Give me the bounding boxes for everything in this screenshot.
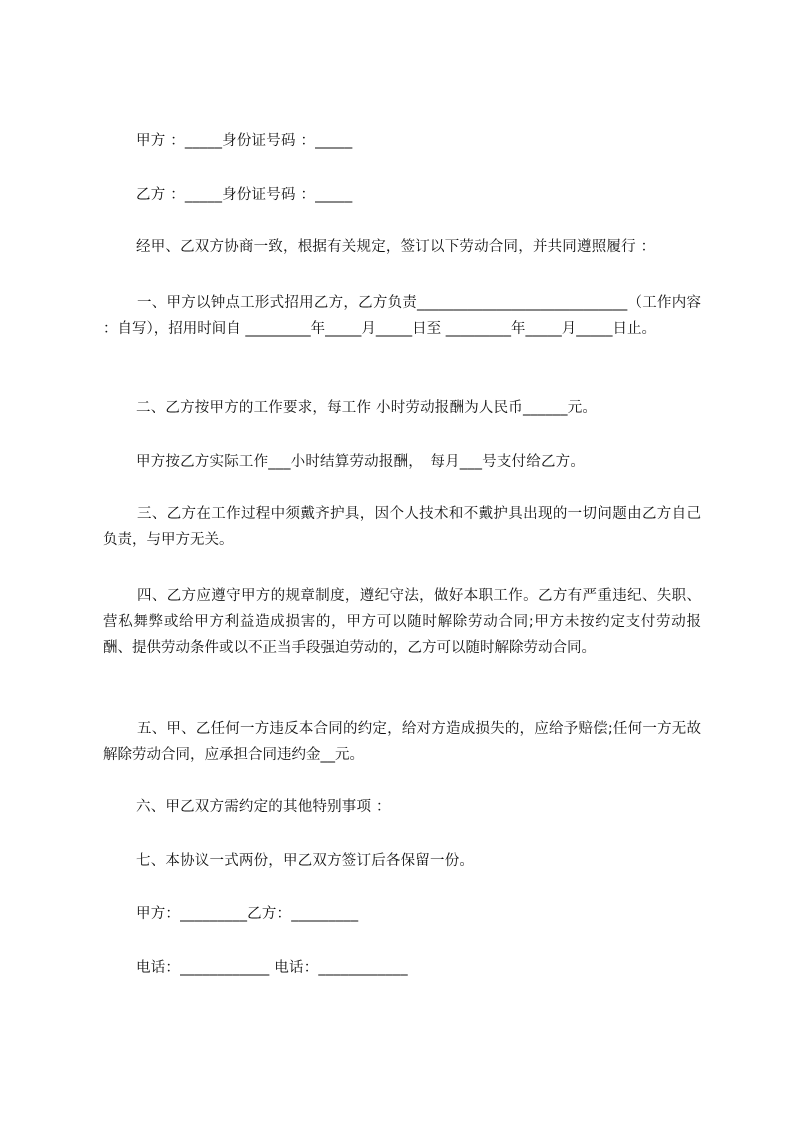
party-a-id-line: 甲方 ：_____身份证号码 ：_____ [136, 133, 353, 149]
clause-2: 二、乙方按甲方的工作要求，每工作 小时劳动报酬为人民币______元。 [136, 400, 598, 416]
clause-4: 四、乙方应遵守甲方的规章制度，遵纪守法，做好本职工作。乙方有严重违纪、失职、营私舞弊或给甲方利益造成损害的，甲方可以随时解除劳动合同;甲方未按约定支付劳动报酬、提供劳动条件或以不正当手段强迫劳动的，乙方可以随时解除劳动合同。 [103, 588, 701, 656]
clause-6: 六、甲乙双方需约定的其他特别事项 ： [136, 799, 391, 815]
phone-line: 电话：____________ 电话：____________ [136, 960, 408, 976]
clause-3: 三、乙方在工作过程中须戴齐护具，因个人技术和不戴护具出现的一切问题由乙方自己负责，与甲方无关。 [103, 506, 701, 548]
clause-7: 七、本协议一式两份，甲乙双方签订后各保留一份。 [136, 853, 475, 869]
clause-5: 五、甲、乙任何一方违反本合同的约定，给对方造成损失的，应给予赔偿;任何一方无故解除劳动合同，应承担合同违约金__元。 [103, 721, 701, 763]
clause-2-sub: 甲方按乙方实际工作___小时结算劳动报酬， 每月___号支付给乙方。 [136, 454, 586, 470]
clause-1: 一、甲方以钟点工形式招用乙方，乙方负责_____________________________（工作内容 ：自写），招用时间自 _________年_____月_____日至 _________年_____月_____日止。 [103, 295, 701, 337]
preamble: 经甲、乙双方协商一致，根据有关规定，签订以下劳动合同，并共同遵照履行 ： [136, 239, 656, 255]
signature-line: 甲方：_________乙方：_________ [136, 906, 359, 922]
party-b-id-line: 乙方 ：_____身份证号码 ：_____ [136, 187, 353, 203]
